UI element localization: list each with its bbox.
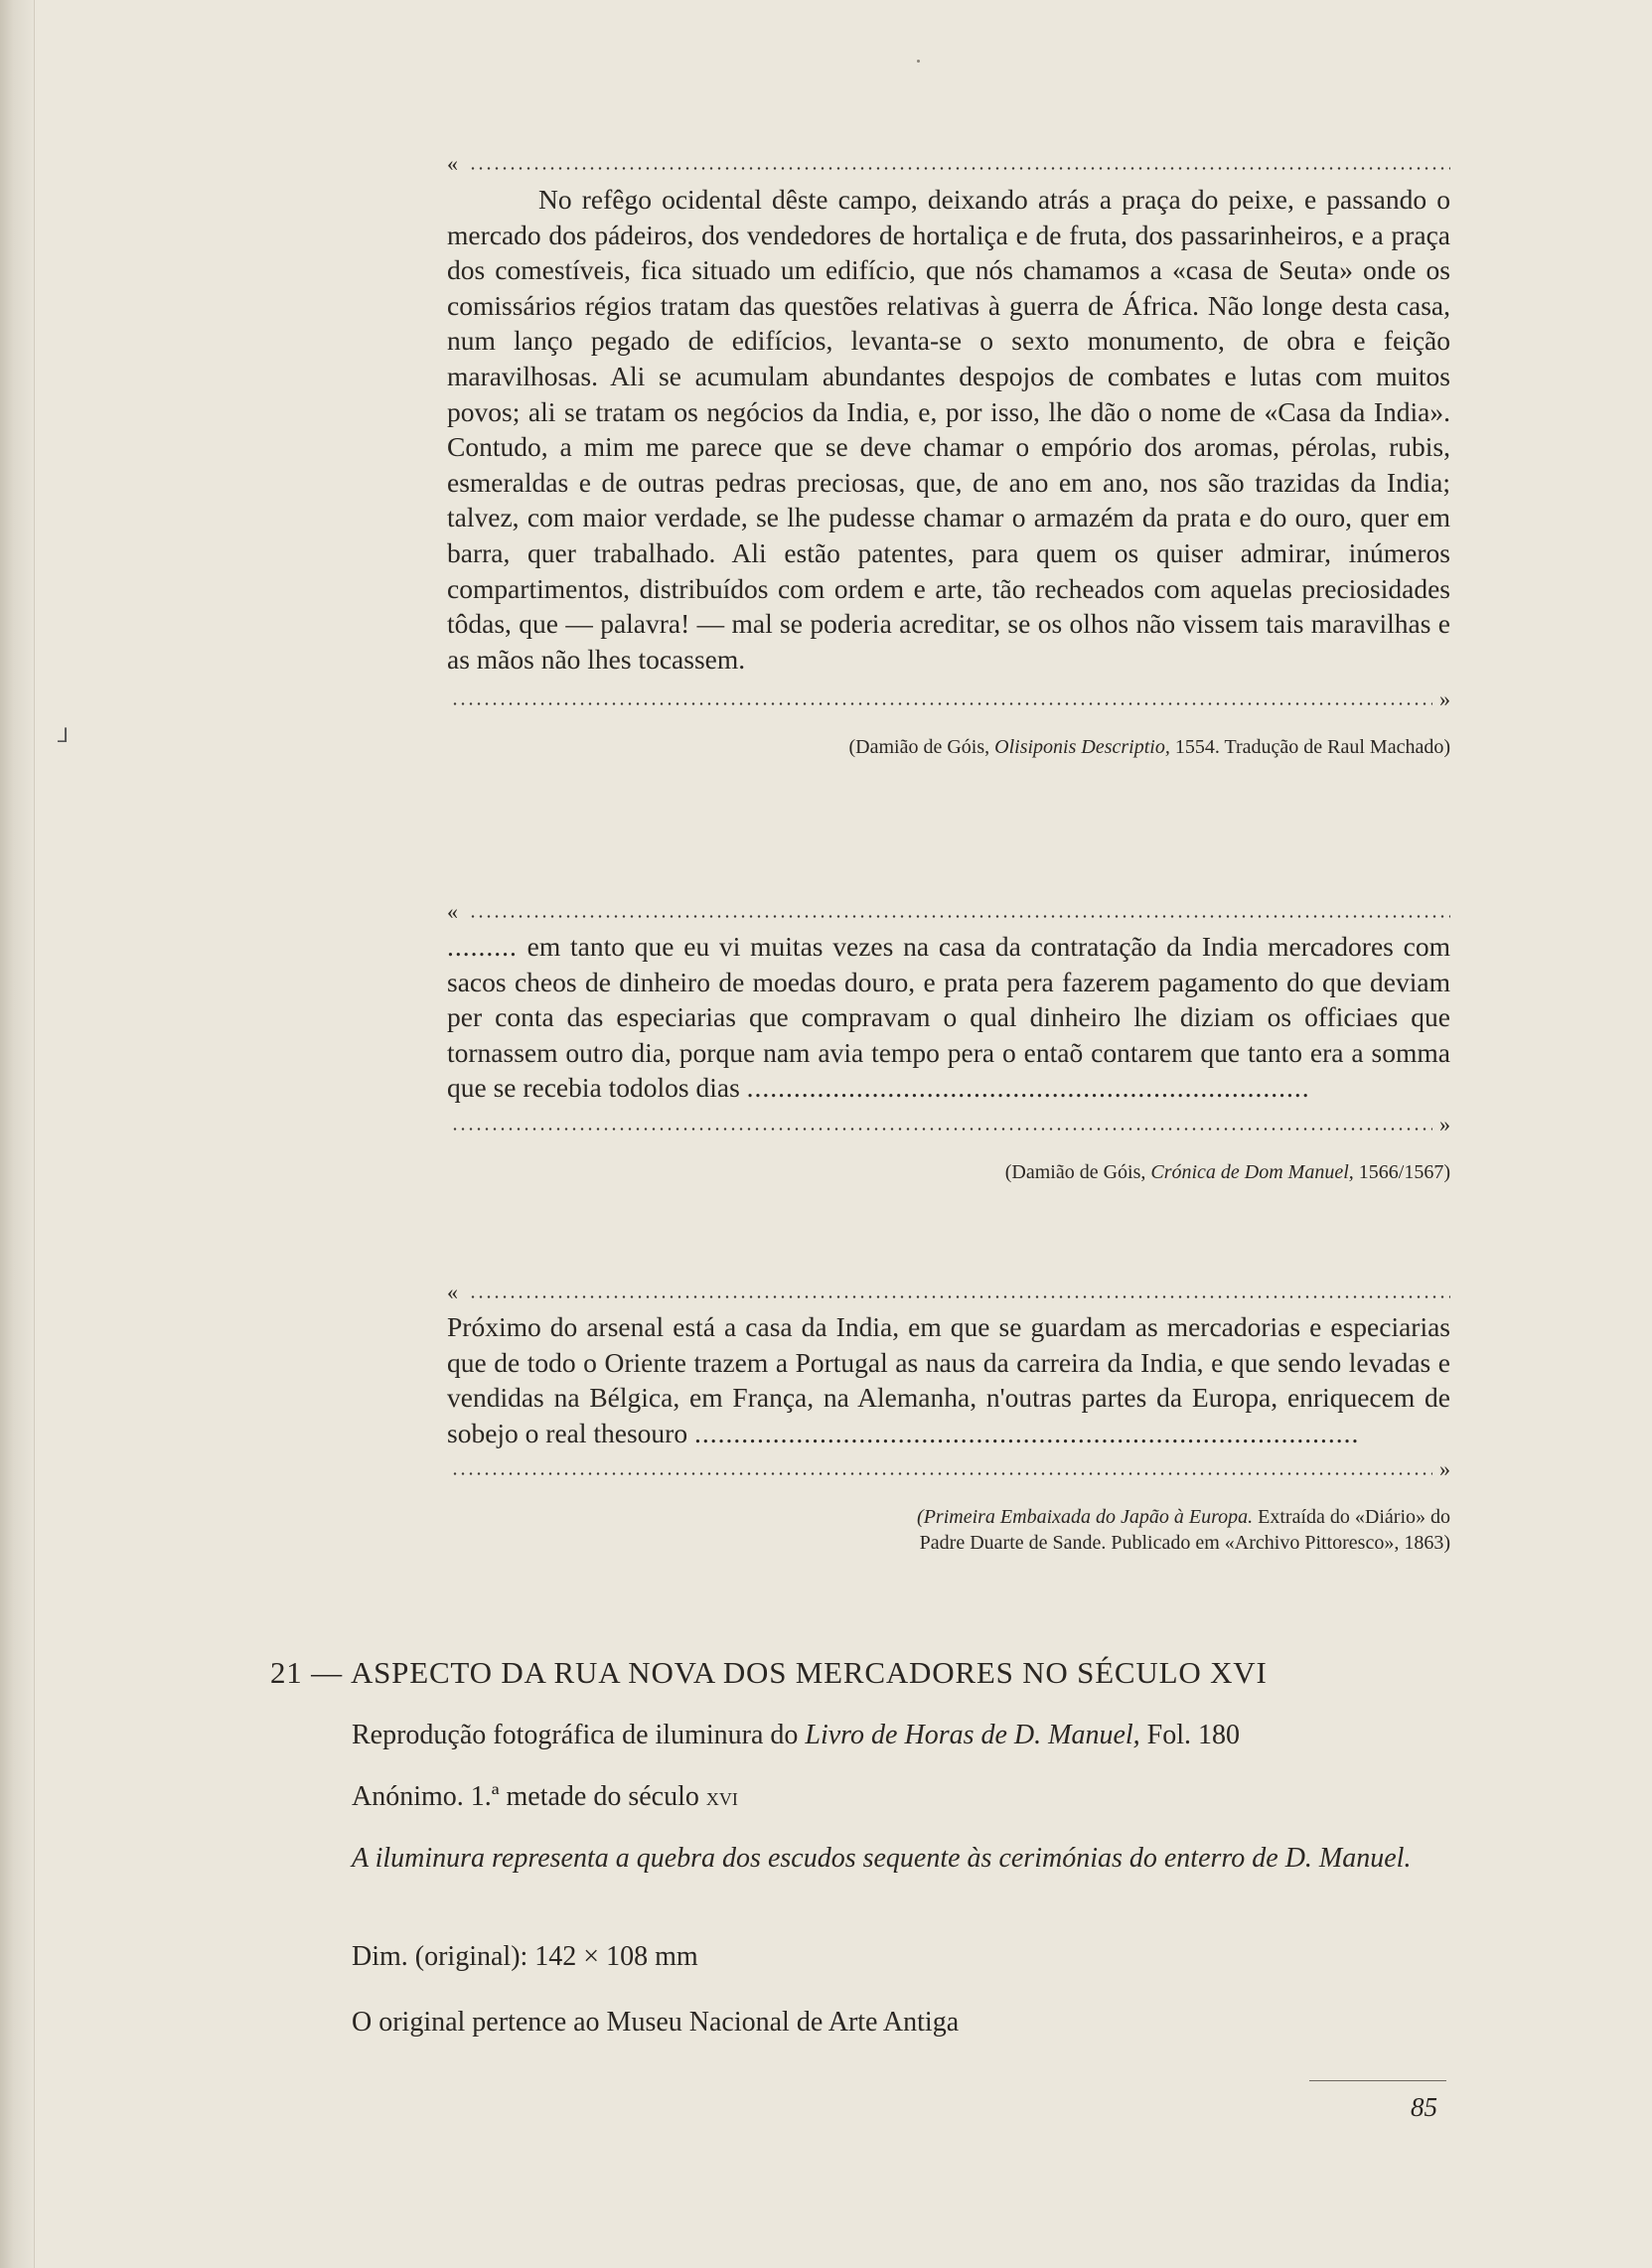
quote-2-citation: (Damião de Góis, Crónica de Dom Manuel, 1566/1567) [1004,1160,1450,1183]
quote-3-block [447,1274,1450,1556]
entry-number: 21 — [270,1655,343,1690]
entry-title: ASPECTO DA RUA NOVA DOS MERCADORES NO SÉCULO XVI [350,1655,1268,1690]
entry-owner: O original pertence ao Museu Nacional de Arte Antiga [352,2007,960,2038]
page-binding-edge [0,0,35,2268]
footer-rule [1309,2080,1446,2081]
entry-author: Anónimo. 1.ª metade do século xvi [352,1781,738,1812]
entry-heading [270,1655,1452,1691]
entry-reproduction: Reprodução fotográfica de iluminura do Livro de Horas de D. Manuel, Fol. 180 [352,1720,1241,1750]
quote-3-text: Próximo do arsenal está a casa da India, em que se guardam as mercadorias e especiarias que de todo o Oriente trazem a Portugal as naus da carreira da India, e que sendo levadas e vendidas na Bélgica, em França, na Alemanha, n'outras partes da Europa, enriquecem de sobejo o real thesouro ..................................................................................... [447,1311,1450,1448]
quote-1-text: No refêgo ocidental dêste campo, deixando atrás a praça do peixe, e passando o mercado dos pádeiros, dos vendedores de hortaliça e de fruta, dos passarinheiros, e a praça dos comestíveis, fica situado um edifício, que nós chamamos a «casa de Seuta» onde os comissários régios tratam das questões relativas à guerra de África. Não longe desta casa, num lanço pegado de edifícios, levanta-se o sexto monumento, de obra e feição maravilhosas. Ali se acumulam abundantes despojos de combates e lutas com muitos povos; ali se tratam os negócios da India, e, por isso, lhe dão o nome de «Casa da India». Contudo, a mim me parece que se deve chamar o empório dos aromas, pérolas, rubis, esmeraldas e de outras pedras preciosas, que, de ano em ano, nos são trazidas da India; talvez, com maior verdade, se lhe pudesse chamar o armazém da prata e do ouro, quer em barra, quer trabalhado. Ali estão patentes, para quem os quiser admirar, inúmeros compartimentos, distribuídos com ordem e arte, tão recheados com aquelas preciosidades tôdas, que — palavra! — mal se poderia acreditar, se os olhos não vissem tais maravilhas e as mãos não lhes tocassem. [447,184,1450,675]
page-number: 85 [1411,2092,1437,2122]
quote-2-block [447,893,1450,1185]
quote-3-citation: (Primeira Embaixada do Japão à Europa. Extraída do «Diário» do Padre Duarte de Sande. Publicado em «Archivo Pittoresco», 1863) [917,1506,1450,1555]
entry-description: A iluminura representa a quebra dos escudos sequente às cerimónias do enterro de D. Manuel. [352,1843,1412,1874]
margin-mark: ⅃ [58,725,70,747]
quote-3-open-dots: « [447,1274,1450,1307]
quote-2-close-dots: » [447,1106,1450,1139]
entry-dimensions: Dim. (original): 142 × 108 mm [352,1941,698,1972]
quote-1-close-dots: » [447,680,1450,714]
quote-2-lead-dots: ......... [447,931,518,962]
quote-2-open-dots: « [447,893,1450,927]
quote-1-citation: (Damião de Góis, Olisiponis Descriptio, 1554. Tradução de Raul Machado) [848,736,1450,759]
quote-2-text: ......... em tanto que eu vi muitas vezes na casa da contratação da India mercadores com sacos cheos de dinheiro de moedas douro, e prata pera fazerem pagamento do que deviam per conta das especiarias que compravam o qual dinheiro lhe diziam os officiaes que tornassem outro dia, porque nam avia tempo pera o entaõ contarem que tanto era a somma que se recebia todolos dias ........................................................................ [447,931,1450,1104]
quote-1-open-dots: « [447,145,1450,179]
paper-speck [917,60,920,63]
quote-3-close-dots: » [447,1450,1450,1484]
quote-1-block [447,145,1450,760]
